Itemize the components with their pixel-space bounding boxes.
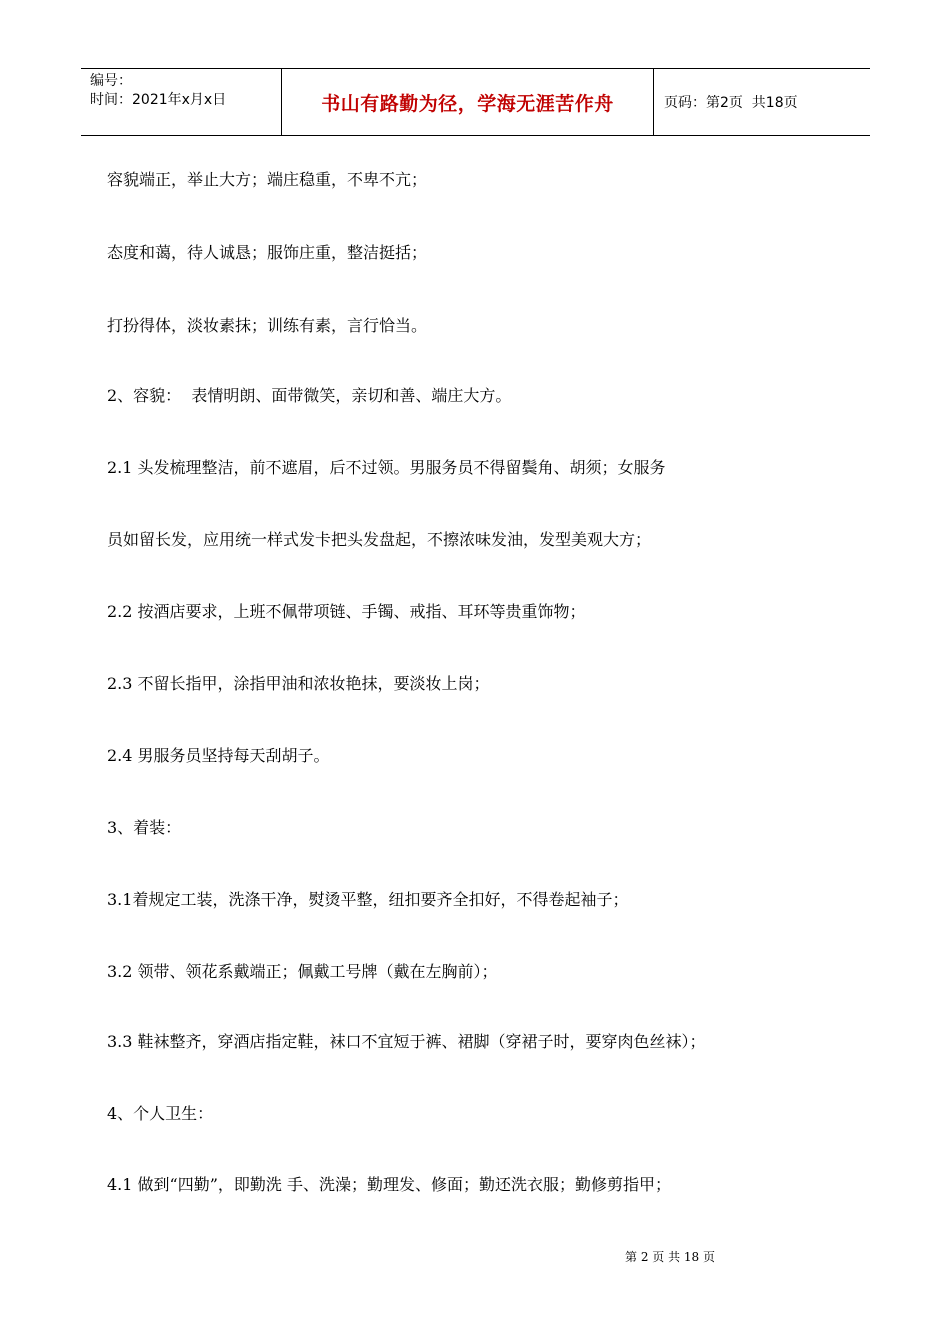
body-line-8: 2.3 不留长指甲，涂指甲油和浓妆艳抹，要淡妆上岗； xyxy=(107,674,490,693)
body-line-10: 3、着装： xyxy=(107,818,182,837)
header-number-label: 编号： xyxy=(90,73,132,89)
body-line-6: 员如留长发，应用统一样式发卡把头发盘起，不擦浓味发油，发型美观大方； xyxy=(107,530,652,549)
body-line-4: 2、容貌： 表情明朗、面带微笑，亲切和善、端庄大方。 xyxy=(107,386,512,405)
body-line-15: 4.1 做到“四勤”，即勤洗 手、洗澡；勤理发、修面；勤还洗衣服；勤修剪指甲； xyxy=(107,1175,671,1194)
body-line-11: 3.1着规定工装，洗涤干净，熨烫平整，纽扣要齐全扣好，不得卷起袖子； xyxy=(107,890,629,909)
body-line-2: 态度和蔼，待人诚恳；服饰庄重，整洁挺括； xyxy=(107,243,428,262)
body-line-14: 4、个人卫生： xyxy=(107,1104,214,1123)
body-line-12: 3.2 领带、领花系戴端正；佩戴工号牌（戴在左胸前）； xyxy=(107,962,498,981)
document-header xyxy=(81,68,870,136)
header-meta-cell xyxy=(81,69,282,135)
footer-page-number: 第 2 页 共 18 页 xyxy=(625,1250,715,1264)
body-line-7: 2.2 按酒店要求，上班不佩带项链、手镯、戒指、耳环等贵重饰物； xyxy=(107,602,586,621)
body-line-1: 容貌端正，举止大方；端庄稳重，不卑不亢； xyxy=(107,170,428,189)
header-slogan: 书山有路勤为径，学海无涯苦作舟 xyxy=(282,69,654,135)
body-line-9: 2.4 男服务员坚持每天刮胡子。 xyxy=(107,746,330,765)
header-time-label: 时间：2021年x月x日 xyxy=(90,92,227,108)
body-line-13: 3.3 鞋袜整齐，穿酒店指定鞋，袜口不宜短于裤、裙脚（穿裙子时，要穿肉色丝袜）； xyxy=(107,1032,706,1051)
page-footer xyxy=(0,1248,950,1265)
header-page-cell xyxy=(654,69,870,135)
header-page-label: 页码：第2页 共18页 xyxy=(664,95,798,111)
body-line-5: 2.1 头发梳理整洁，前不遮眉，后不过领。男服务员不得留鬓角、胡须；女服务 xyxy=(107,458,666,477)
body-line-3: 打扮得体，淡妆素抹；训练有素，言行恰当。 xyxy=(107,316,428,335)
